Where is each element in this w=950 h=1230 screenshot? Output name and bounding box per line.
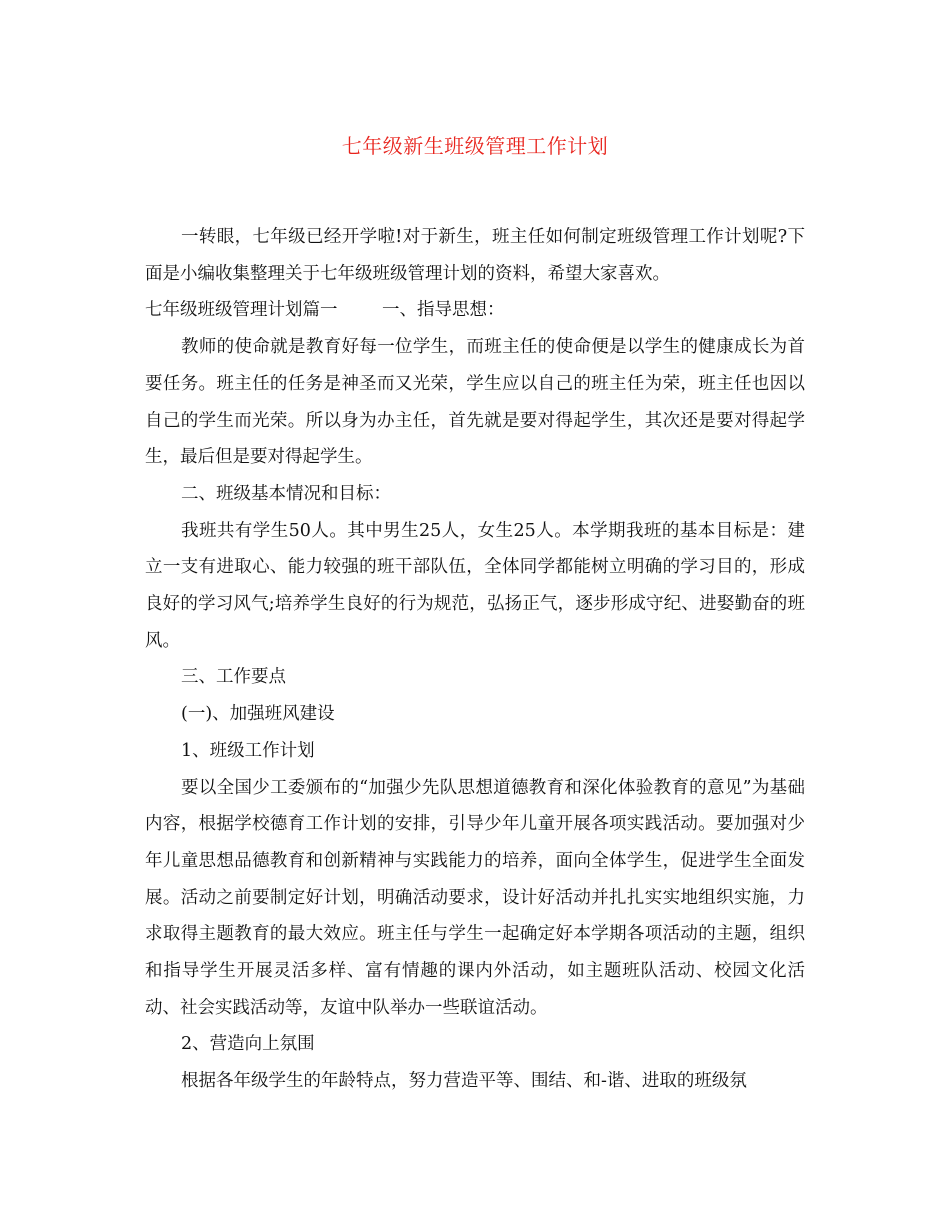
intro-paragraph: 一转眼，七年级已经开学啦!对于新生，班主任如何制定班级管理工作计划呢?下面是小编收集整理关于七年级班级管理计划的资料，希望大家喜欢。	[145, 227, 805, 284]
section-heading-plan-1: 七年级班级管理计划篇一 一、指导思想：	[145, 300, 505, 321]
document-body	[145, 219, 805, 1100]
heading-atmosphere: 2、营造向上氛围	[181, 1034, 315, 1055]
heading-class-situation: 二、班级基本情况和目标：	[181, 483, 391, 504]
paragraph-class-situation: 我班共有学生50人。其中男生25人，女生25人。本学期我班的基本目标是：建立一支有进取心、能力较强的班干部队伍，全体同学都能树立明确的学习目的，形成良好的学习风气;培养学生良好的行为规范，弘扬正气，逐步形成守纪、进娶勤奋的班风。	[145, 520, 805, 651]
heading-work-points: 三、工作要点	[181, 667, 286, 688]
document-title: 七年级新生班级管理工作计划	[341, 134, 609, 158]
paragraph-guiding-idea: 教师的使命就是教育好每一位学生，而班主任的使命便是以学生的健康成长为首要任务。班主任的任务是神圣而又光荣，学生应以自己的班主任为荣，班主任也因以自己的学生而光荣。所以身为办主任，首先就是要对得起学生，其次还是要对得起学生，最后但是要对得起学生。	[145, 337, 805, 468]
heading-class-style: (一)、加强班风建设	[181, 704, 335, 725]
paragraph-work-plan: 要以全国少工委颁布的“加强少先队思想道德教育和深化体验教育的意见”为基础内容，根据学校德育工作计划的安排，引导少年儿童开展各项实践活动。要加强对少年儿童思想品德教育和创新精神与实践能力的培养，面向全体学生，促进学生全面发展。活动之前要制定好计划，明确活动要求，设计好活动并扎扎实实地组织实施，力求取得主题教育的最大效应。班主任与学生一起确定好本学期各项活动的主题，组织和指导学生开展灵活多样、富有情趣的课内外活动，如主题班队活动、校园文化活动、社会实践活动等，友谊中队举办一些联谊活动。	[145, 777, 805, 1018]
paragraph-atmosphere: 根据各年级学生的年龄特点，努力营造平等、围结、和-谐、进取的班级氛	[181, 1071, 747, 1092]
heading-work-plan: 1、班级工作计划	[181, 740, 315, 761]
